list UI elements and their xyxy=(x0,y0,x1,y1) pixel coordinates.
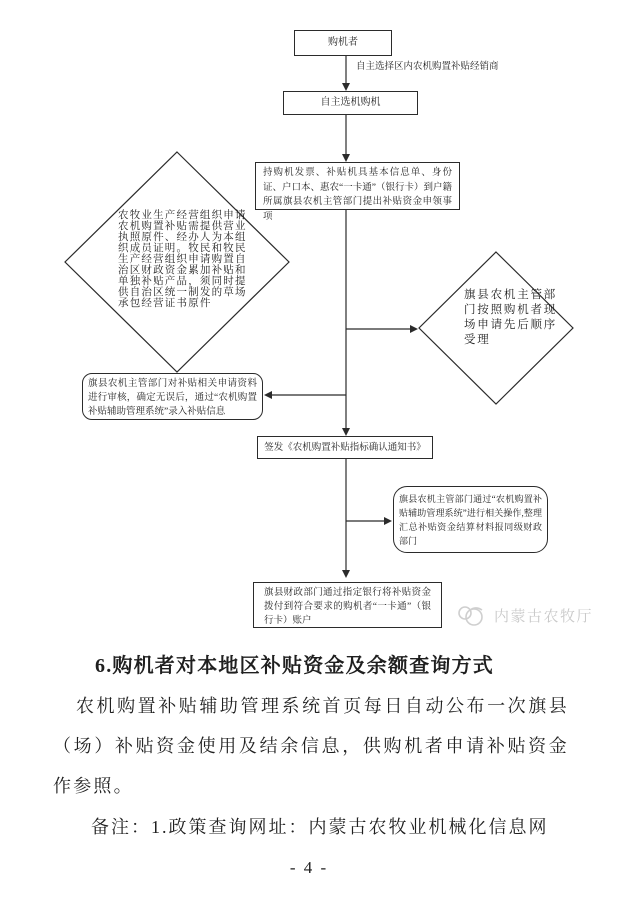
flow-node-purchaser-label: 购机者 xyxy=(328,37,358,48)
arrowhead-down-2 xyxy=(342,154,350,162)
page-number: - 4 - xyxy=(289,858,329,877)
flow-node-issue-notice-label: 签发《农机购置补贴指标确认通知书》 xyxy=(264,442,426,453)
arrowhead-left-review xyxy=(264,391,272,399)
section-heading: 6.购机者对本地区补贴资金及余额查询方式 xyxy=(95,655,494,677)
watermark-logo-icon xyxy=(454,602,488,628)
flow-node-pay: 旗县财政部门通过指定银行将补贴资金拨付到符合要求的购机者“一卡通”（银行卡）账户 xyxy=(253,582,442,628)
arrowhead-right-accept xyxy=(410,325,418,333)
flow-label-choose-dealer: 自主选择区内农机购置补贴经销商 xyxy=(356,62,499,72)
arrowhead-right-summarize xyxy=(384,517,392,525)
flow-node-select-machine xyxy=(283,91,418,115)
flow-node-select-machine-label: 自主选机购机 xyxy=(320,97,381,108)
arrowhead-down-4 xyxy=(342,570,350,578)
flow-node-issue-notice xyxy=(257,436,433,459)
arrowhead-down-1 xyxy=(342,83,350,91)
flow-diamond-accept-order-text: 旗县农机主管部门按照购机者现场申请先后顺序受理 xyxy=(464,289,558,346)
flow-node-apply: 持购机发票、补贴机具基本信息单、身份证、户口本、惠农“一卡通”（银行卡）到户籍所属旗县农机主管部门提出补贴资金申领事项 xyxy=(255,162,460,210)
body-paragraph: 农机购置补贴辅助管理系统首页每日自动公布一次旗县（场）补贴资金使用及结余信息，供购机者申请补贴资金作参照。 xyxy=(53,696,569,796)
flow-node-purchaser xyxy=(294,30,392,56)
flow-diamond-org-requirements-text: 农牧业生产经营组织申请农机购置补贴需提供营业执照原件、经办人为本组织成员证明。牧民和牧民生产经营组织申请购置自治区财政资金累加补贴和单独补贴产品，须同时提供自治区统一制发的草场承包经营证书原件 xyxy=(118,210,247,309)
note-line: 备注：1.政策查询网址：内蒙古农牧业机械化信息网 xyxy=(91,817,549,837)
flow-node-summarize: 旗县农机主管部门通过“农机购置补贴辅助管理系统”进行相关操作,整理汇总补贴资金结算材料报同级财政部门 xyxy=(393,486,548,553)
watermark-text: 内蒙古农牧厅 xyxy=(494,608,594,625)
arrowhead-down-3 xyxy=(342,428,350,436)
watermark xyxy=(454,602,593,628)
flow-node-review: 旗县农机主管部门对补贴相关申请资料进行审核，确定无误后，通过“农机购置补贴辅助管理系统”录入补贴信息 xyxy=(82,373,263,420)
